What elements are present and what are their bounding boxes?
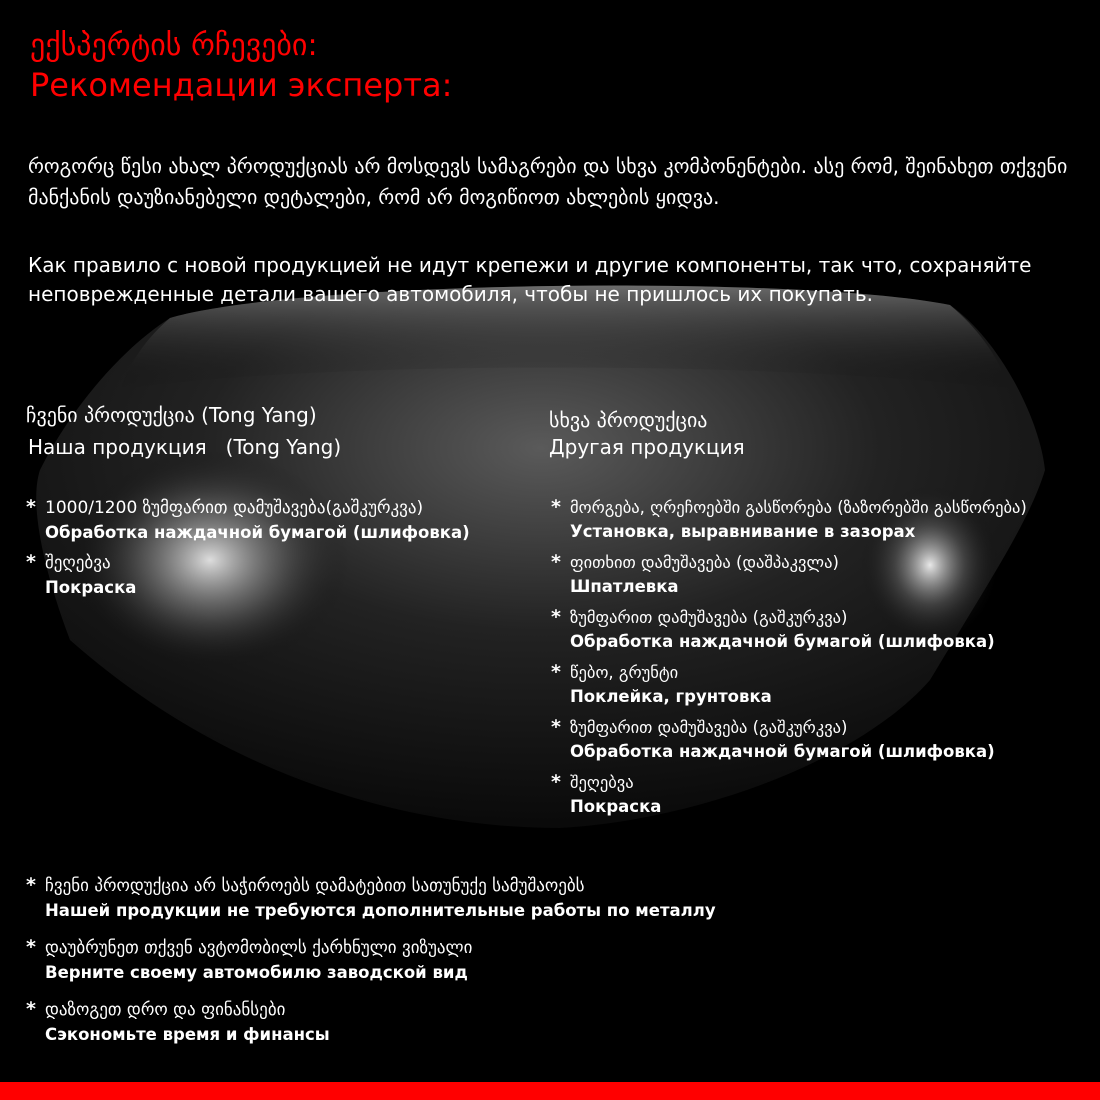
- item-georgian: დაზოგეთ დრო და ფინანსები: [45, 1000, 286, 1020]
- list-item: [26, 876, 1076, 930]
- bullet-star: *: [551, 716, 561, 738]
- list-item: [26, 1000, 1076, 1054]
- item-russian: Обработка наждачной бумагой (шлифовка): [45, 523, 470, 542]
- bullet-star: *: [551, 661, 561, 683]
- title-georgian: ექსპერტის რჩევები:: [30, 28, 318, 63]
- title-russian: Рекомендации эксперта:: [30, 66, 453, 104]
- list-item: [551, 553, 1100, 600]
- list-item: [551, 718, 1100, 765]
- item-georgian: ჩვენი პროდუქცია არ საჭიროებს დამატებით სათუნუქე სამუშაოებს: [45, 876, 585, 896]
- item-georgian: დაუბრუნეთ თქვენ ავტომობილს ქარხნული ვიზუალი: [45, 938, 473, 958]
- bullet-star: *: [551, 771, 561, 793]
- bullet-star: *: [26, 874, 36, 896]
- item-georgian: ზუმფარით დამუშავება (გაშკურკვა): [570, 608, 848, 627]
- bullet-star: *: [551, 606, 561, 628]
- other-product-list: [551, 498, 1100, 828]
- left-heading-georgian: ჩვენი პროდუქცია (Tong Yang): [26, 403, 317, 427]
- bullet-star: *: [551, 496, 561, 518]
- item-russian: Установка, выравнивание в зазорах: [570, 522, 916, 541]
- bullet-star: *: [551, 551, 561, 573]
- item-russian: Поклейка, грунтовка: [570, 687, 772, 706]
- list-item: [26, 553, 526, 600]
- benefits-list: [26, 876, 1076, 1062]
- item-georgian: ფითხით დამუშავება (დაშპაკვლა): [570, 553, 839, 572]
- item-georgian: შეღებვა: [570, 773, 634, 792]
- bullet-star: *: [26, 936, 36, 958]
- our-product-list: [26, 498, 526, 608]
- bullet-star: *: [26, 551, 36, 573]
- item-russian: Нашей продукции не требуются дополнительные работы по металлу: [45, 901, 716, 920]
- left-heading-russian: Наша продукция (Tong Yang): [28, 435, 342, 459]
- list-item: [551, 773, 1100, 820]
- list-item: [551, 498, 1100, 545]
- item-russian: Обработка наждачной бумагой (шлифовка): [570, 742, 995, 761]
- intro-georgian: როგორც წესი ახალ პროდუქციას არ მოსდევს სამაგრები და სხვა კომპონენტები. ასე რომ, შეინახეთ თქვენი მანქანის დაუზიანებელი დეტალები, რომ არ მოგიწიოთ ახლების ყიდვა.: [28, 154, 1068, 209]
- item-russian: Покраска: [45, 578, 137, 597]
- list-item: [551, 663, 1100, 710]
- item-georgian: ზუმფარით დამუშავება (გაშკურკვა): [570, 718, 848, 737]
- item-russian: Обработка наждачной бумагой (шлифовка): [570, 632, 995, 651]
- list-item: [26, 498, 526, 545]
- item-russian: Сэкономьте время и финансы: [45, 1025, 330, 1044]
- item-russian: Шпатлевка: [570, 577, 679, 596]
- right-heading-georgian: სხვა პროდუქცია: [549, 408, 708, 432]
- intro-russian: Как правило с новой продукцией не идут крепежи и другие компоненты, так что, сохраняйте неповрежденные детали вашего автомобиля, чтобы не пришлось их покупать.: [28, 253, 1032, 306]
- item-russian: Верните своему автомобилю заводской вид: [45, 963, 468, 982]
- list-item: [26, 938, 1076, 992]
- item-georgian: წებო, გრუნტი: [570, 663, 679, 682]
- item-russian: Покраска: [570, 797, 662, 816]
- list-item: [551, 608, 1100, 655]
- right-heading-russian: Другая продукция: [549, 435, 745, 459]
- item-georgian: მორგება, ღრეჩოებში გასწორება (ზაზორებში გასწორება): [570, 498, 1027, 517]
- bottom-accent-bar: [0, 1082, 1100, 1100]
- item-georgian: შეღებვა: [45, 553, 111, 573]
- bullet-star: *: [26, 998, 36, 1020]
- bullet-star: *: [26, 496, 36, 518]
- item-georgian: 1000/1200 ზუმფარით დამუშავება(გაშკურკვა): [45, 498, 424, 518]
